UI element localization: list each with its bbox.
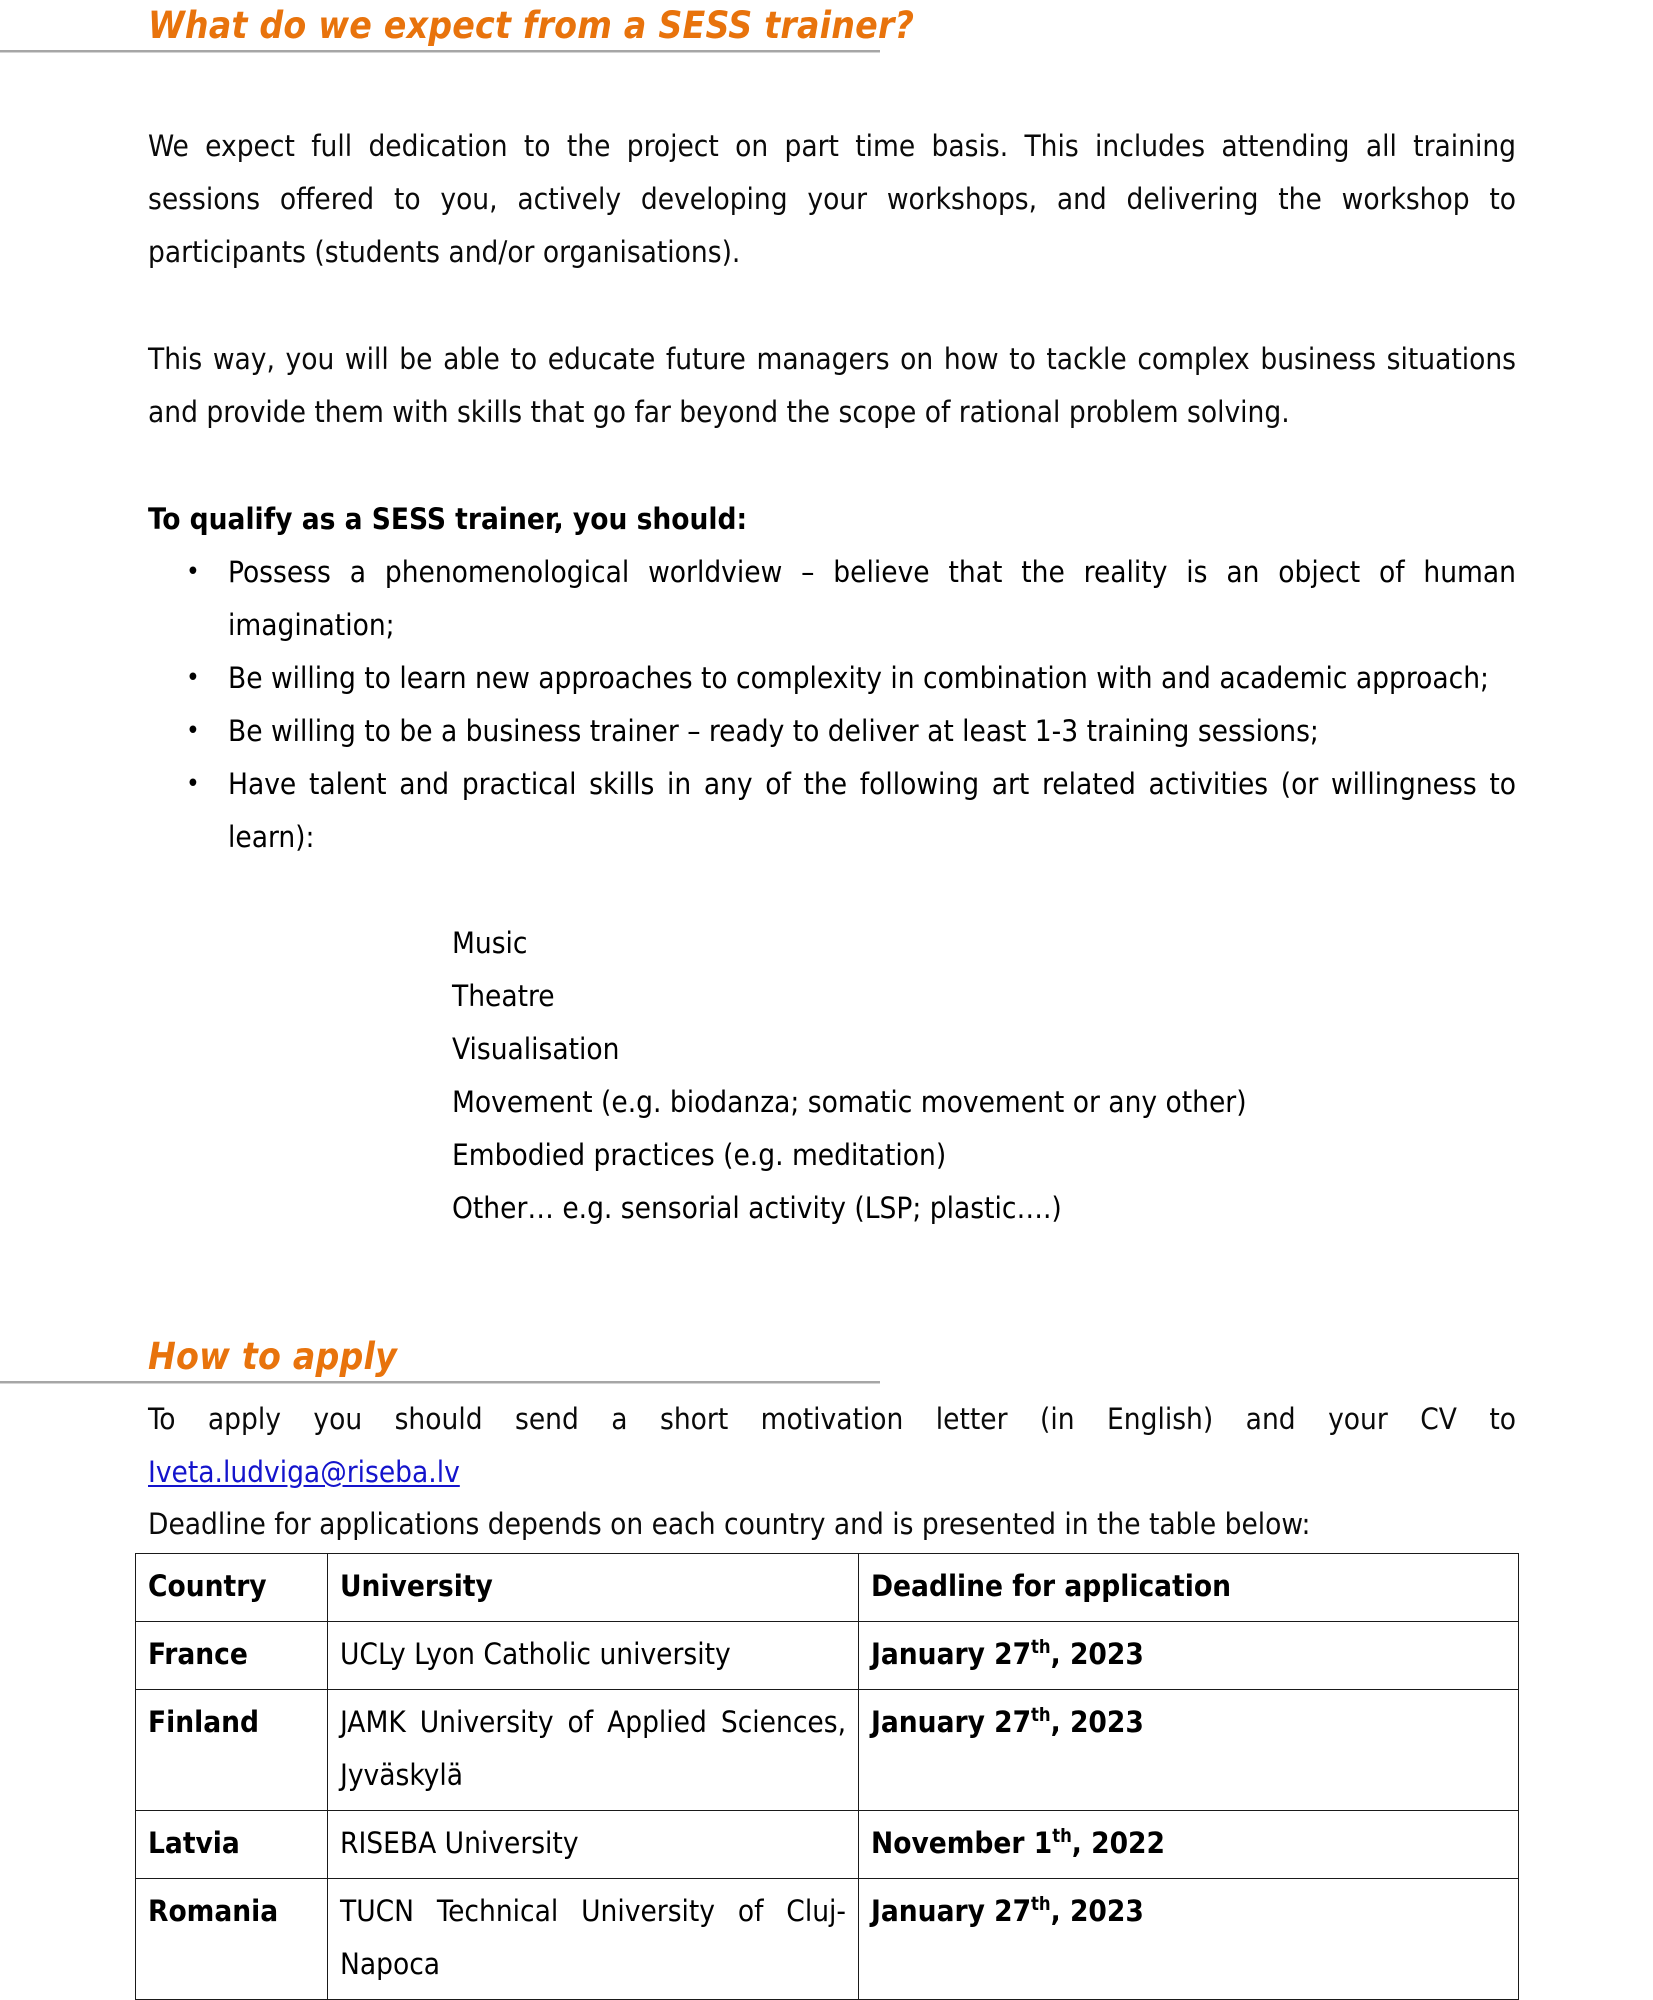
deadline-month: January	[871, 1705, 985, 1739]
qualification-bullet-list	[148, 546, 1516, 864]
deadline-year: 2023	[1069, 1637, 1144, 1671]
deadlines-table	[135, 1553, 1519, 2000]
section-heading-how-to-apply	[0, 1335, 880, 1384]
deadline-month: January	[871, 1894, 985, 1928]
list-item: Other… e.g. sensorial activity (LSP; plastic….)	[452, 1191, 1062, 1225]
paragraph-deadline-note: Deadline for applications depends on each country and is presented in the table below:	[148, 1507, 1311, 1541]
list-item	[148, 546, 1516, 652]
heading-divider-rule	[0, 50, 880, 53]
cell-university: JAMK University of Applied Sciences, Jyväskylä	[328, 1690, 859, 1811]
paragraph-apply-instructions: To apply you should send a short motivation letter (in English) and your CV to	[148, 1402, 1516, 1436]
deadline-month-day: January	[871, 1637, 985, 1671]
cell-deadline: January 27th, 2023	[859, 1879, 1519, 2000]
bullet-dot-icon: •	[186, 557, 200, 587]
deadline-ordinal: th	[1052, 1826, 1072, 1848]
list-item-label: Be willing to learn new approaches to complexity in combination with and academic approach;	[228, 661, 1489, 695]
heading-divider-rule	[0, 1381, 880, 1384]
section-heading-how-to-apply-text: How to apply	[148, 1335, 398, 1378]
qualify-lead-text: To qualify as a SESS trainer, you should:	[148, 502, 748, 536]
deadline-day: 27	[994, 1637, 1032, 1671]
table-row	[136, 1690, 1519, 1811]
deadline-year: 2022	[1091, 1826, 1165, 1860]
cell-country: Romania	[136, 1879, 328, 2000]
column-header-university: University	[328, 1554, 859, 1622]
cell-deadline: January 27th, 2023	[859, 1690, 1519, 1811]
bullet-dot-icon: •	[186, 769, 200, 799]
cell-deadline: January 27th, 2023	[859, 1622, 1519, 1690]
cell-country: France	[136, 1622, 328, 1690]
cell-university: UCLy Lyon Catholic university	[328, 1622, 859, 1690]
list-item	[148, 705, 1516, 758]
list-item	[148, 652, 1516, 705]
section-heading-expectations-text: What do we expect from a SESS trainer?	[148, 4, 915, 47]
list-item: Theatre	[452, 979, 555, 1013]
list-item-label: Possess a phenomenological worldview – believe that the reality is an object of human imagination;	[228, 555, 1516, 642]
list-item-label: Have talent and practical skills in any of the following art related activities (or willingness to learn):	[228, 767, 1516, 854]
deadline-ordinal: th	[1031, 1705, 1051, 1727]
paragraph-expectations-intro: We expect full dedication to the project on part time basis. This includes attending all training sessions offered to you, actively developing your workshops, and delivering the workshop to participants (students and/or organisations).	[148, 129, 1516, 269]
email-link[interactable]: Iveta.ludviga@riseba.lv	[148, 1455, 460, 1489]
deadline-day: 27	[994, 1894, 1032, 1928]
bullet-dot-icon: •	[186, 716, 200, 746]
paragraph-educate-managers: This way, you will be able to educate future managers on how to tackle complex business situations and provide them with skills that go far beyond the scope of rational problem solving.	[148, 342, 1516, 429]
deadline-ordinal: th	[1031, 1894, 1051, 1916]
column-header-country: Country	[136, 1554, 328, 1622]
list-item: Embodied practices (e.g. meditation)	[452, 1138, 947, 1172]
list-item: Music	[452, 926, 528, 960]
cell-country: Finland	[136, 1690, 328, 1811]
table-row	[136, 1879, 1519, 2000]
art-activities-list	[452, 917, 1352, 1235]
list-item: Movement (e.g. biodanza; somatic movement or any other)	[452, 1085, 1247, 1119]
bullet-dot-icon: •	[186, 663, 200, 693]
cell-country: Latvia	[136, 1811, 328, 1879]
deadline-year: 2023	[1069, 1705, 1144, 1739]
deadline-day: 1	[1033, 1826, 1053, 1860]
table-header-row	[136, 1554, 1519, 1622]
list-item-label: Be willing to be a business trainer – ready to deliver at least 1-3 training sessions;	[228, 714, 1319, 748]
table-row	[136, 1622, 1519, 1690]
list-item: Visualisation	[452, 1032, 620, 1066]
column-header-deadline: Deadline for application	[859, 1554, 1519, 1622]
cell-university: RISEBA University	[328, 1811, 859, 1879]
deadline-day: 27	[994, 1705, 1032, 1739]
deadline-ordinal: th	[1031, 1637, 1051, 1659]
cell-university: TUCN Technical University of Cluj-Napoca	[328, 1879, 859, 2000]
list-item	[148, 758, 1516, 864]
deadline-month: November	[871, 1826, 1025, 1860]
section-heading-expectations	[0, 4, 915, 53]
deadline-year: 2023	[1069, 1894, 1144, 1928]
cell-deadline: November 1th, 2022	[859, 1811, 1519, 1879]
table-row	[136, 1811, 1519, 1879]
